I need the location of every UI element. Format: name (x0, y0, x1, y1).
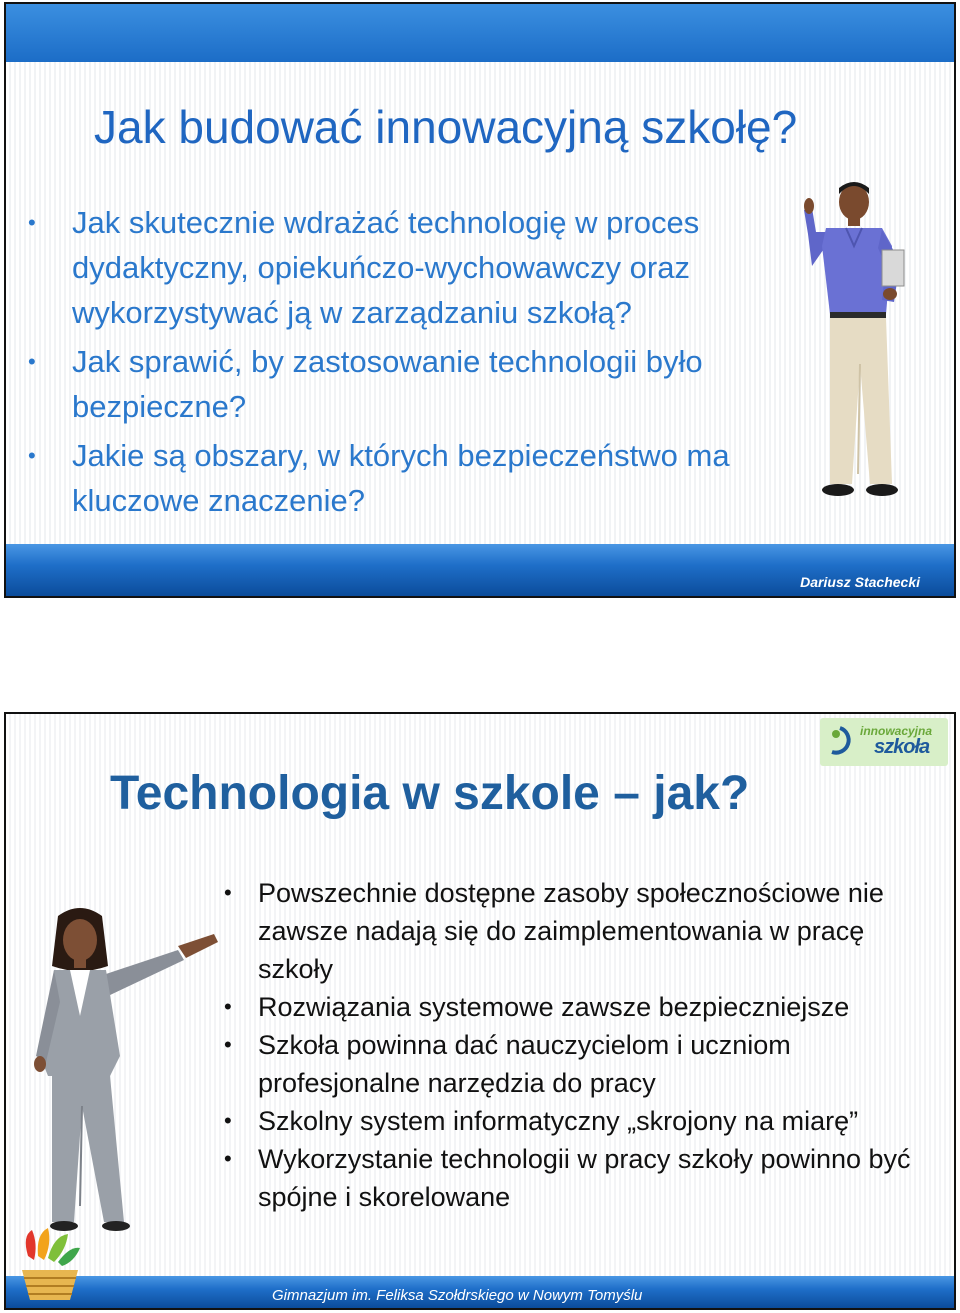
logo-text-top: innowacyjna (860, 724, 933, 738)
list-item: • Jak sprawić, by zastosowanie technologii było bezpieczne? (28, 339, 788, 429)
slide-2 (4, 712, 956, 1310)
list-item: • Powszechnie dostępne zasoby społecznościowe nie zawsze nadają się do zaimplementowania w pracę szkoły (220, 874, 940, 988)
author-name: Dariusz Stachecki (800, 574, 920, 590)
bullet-icon: • (224, 1108, 232, 1133)
bullet-icon: • (28, 443, 36, 468)
list-item: • Jak skutecznie wdrażać technologię w proces dydaktyczny, opiekuńczo-wychowawczy oraz wykorzystywać ją w zarządzaniu szkołą? (28, 200, 788, 335)
innowacyjna-szkola-logo (820, 718, 948, 766)
bullet-icon: • (224, 1146, 232, 1171)
presenter-man-image (782, 174, 922, 514)
list-item: • Wykorzystanie technologii w pracy szkoły powinno być spójne i skorelowane (220, 1140, 940, 1216)
bullet-icon: • (28, 210, 36, 235)
slide-1 (4, 2, 956, 598)
slide-title: Jak budować innowacyjną szkołę? (94, 101, 798, 153)
list-item: • Szkoła powinna dać nauczycielom i uczniom profesjonalne narzędzia do pracy (220, 1026, 940, 1102)
list-item: • Jakie są obszary, w których bezpieczeństwo ma kluczowe znaczenie? (28, 433, 788, 523)
logo-mark-icon (826, 724, 856, 760)
slide-header-bar (6, 4, 954, 62)
bullet-icon: • (28, 349, 36, 374)
school-emblem-icon (14, 1226, 86, 1308)
bullet-icon: • (224, 1032, 232, 1057)
bullet-list (28, 200, 788, 527)
bullet-icon: • (224, 994, 232, 1019)
list-item: • Rozwiązania systemowe zawsze bezpieczniejsze (220, 988, 940, 1026)
school-name-footer: Gimnazjum im. Feliksa Szołdrskiego w Nowym Tomyślu (272, 1287, 643, 1304)
slide-title: Technologia w szkole – jak? (110, 767, 750, 820)
bullet-list (220, 874, 940, 1216)
list-item: • Szkolny system informatyczny „skrojony na miarę” (220, 1102, 940, 1140)
bullet-icon: • (224, 880, 232, 905)
logo-text-bottom: szkoła (874, 736, 930, 758)
presenter-woman-image (28, 906, 228, 1236)
